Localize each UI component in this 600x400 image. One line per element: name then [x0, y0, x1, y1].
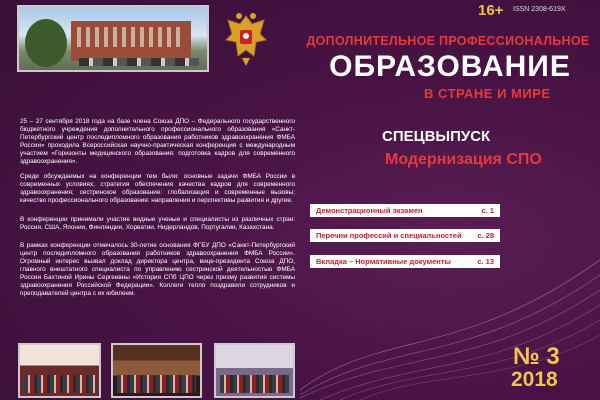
- age-rating-badge: 16+: [478, 2, 504, 19]
- conference-photo: [214, 343, 295, 398]
- title-subtitle: В СТРАНЕ И МИРЕ: [424, 86, 551, 101]
- body-paragraph: В конференции принимали участие видные ученые и специалисты из различных стран: Россия, США, Японии, Финляндии, Хорватии, Нидерландов, Португалии, Казахстана.: [20, 216, 295, 231]
- coat-of-arms-icon: [222, 10, 270, 68]
- toc-item-page: с. 1: [481, 206, 494, 215]
- toc-item-title: Демонстрационный экзамен: [316, 206, 423, 215]
- toc-item-normative-docs[interactable]: [310, 255, 500, 268]
- toc-item-demo-exam[interactable]: [310, 204, 500, 217]
- building-shape: [71, 21, 191, 61]
- title-main: ОБРАЗОВАНИЕ: [329, 50, 571, 83]
- special-issue-theme: Модернизация СПО: [385, 151, 542, 168]
- issue-number: № 3: [513, 343, 560, 370]
- conference-photo: [18, 343, 101, 398]
- toc-item-page: с. 28: [477, 231, 494, 240]
- toc-item-professions-list[interactable]: [310, 229, 500, 242]
- toc-item-title: Перечни профессий и специальностей: [316, 231, 462, 240]
- body-paragraph: В рамках конференции отмечалось 30-летие основания ФГБУ ДПО «Санкт-Петербургский центр последипломного образования работников здравоохранения ФМБА России». Огромный интерес вызвал доклад директора центра, вице-президента Союза ДПО, главного внештатного специалиста по управлению сестринской деятельностью ФМБА России Бахтиной Ирины Сергеевны «История СПб ЦПО через призму развития системы здравоохранения Российской Федерации». Коллеги тепло поздравили сотрудников и преподавателей центра с их юбилеем.: [20, 242, 295, 297]
- body-paragraph: 25 – 27 сентября 2018 года на базе члена Союза ДПО – Федерального государственного бюджетного учреждения дополнительного профессионального образования «Санкт-Петербургский центр последипломного образования работников здравоохранения ФМБА России» проходила Всероссийская научно-практическая конференция с международным участием «Горизонты медицинского образования: подготовка кадров для современного здравоохранения».: [20, 118, 295, 165]
- title-supertitle: ДОПОЛНИТЕЛЬНОЕ ПРОФЕССИОНАЛЬНОЕ: [306, 34, 590, 48]
- issue-year: 2018: [511, 368, 558, 391]
- toc-item-page: с. 13: [477, 257, 494, 266]
- issn-label: ISSN 2308-619X: [513, 6, 566, 13]
- people-group: [117, 375, 196, 393]
- parked-cars: [79, 58, 199, 66]
- building-photo: [17, 5, 209, 72]
- people-group: [220, 375, 289, 393]
- people-group: [24, 375, 95, 393]
- special-issue-label: СПЕЦВЫПУСК: [382, 128, 491, 145]
- conference-photo: [111, 343, 202, 398]
- body-paragraph: Среди обсуждаемых на конференции тем были: основные задачи ФМБА России в современных условиях; стратегия обеспечения качества кадров для современного здравоохранения; сестринское образование: глобализация и современные вызовы; качество профессионального образования: направления и перспективы развития и другие.: [20, 173, 295, 204]
- tree-shape: [25, 19, 67, 67]
- toc-item-title: Вкладка – Нормативные документы: [316, 257, 451, 266]
